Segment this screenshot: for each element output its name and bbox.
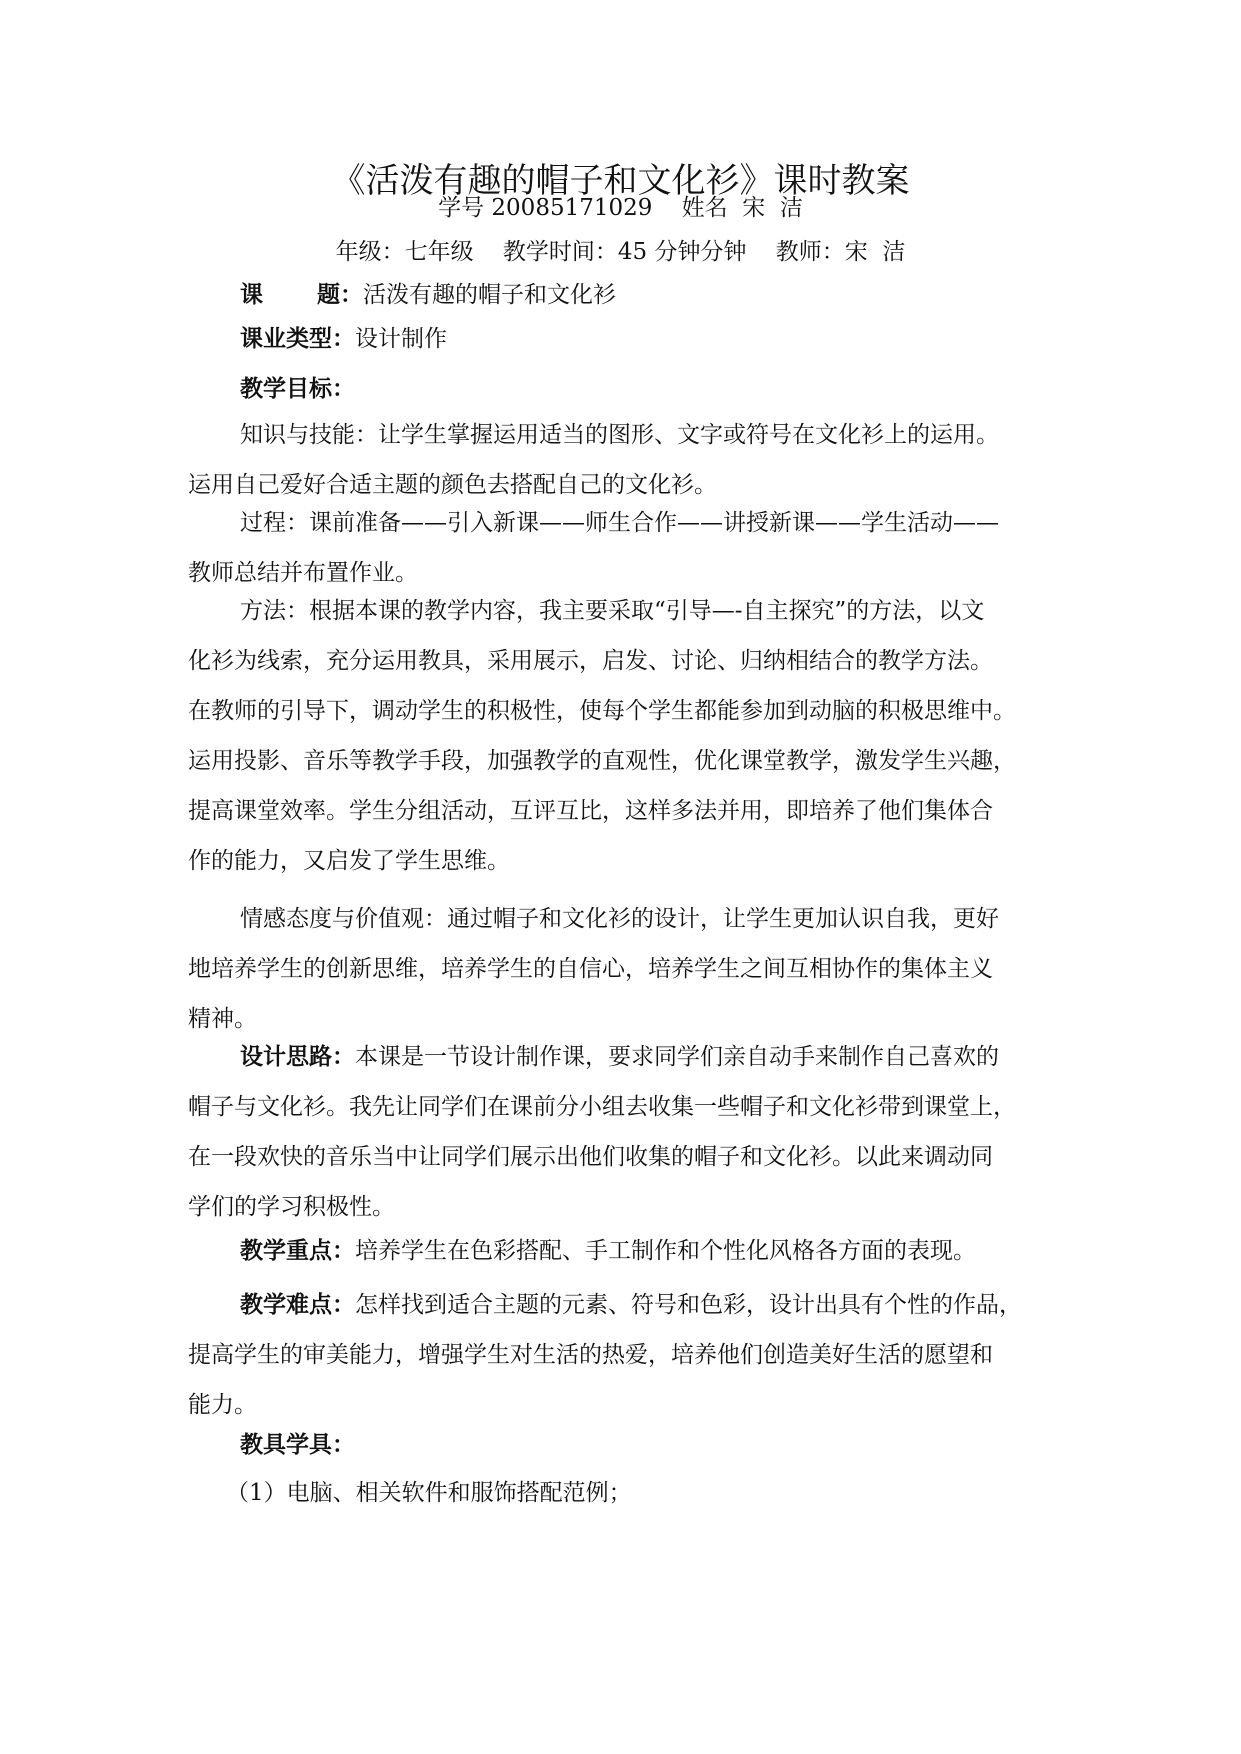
- knowledge-line-1: 知识与技能：让学生掌握运用适当的图形、文字或符号在文化衫上的运用。: [240, 422, 999, 448]
- emotion-line-1: 情感态度与价值观：通过帽子和文化衫的设计，让学生更加认识自我，更好: [240, 906, 999, 932]
- tools-line: [188, 1420, 1068, 1470]
- key-line: [188, 1226, 1068, 1276]
- difficulty-line-1: [188, 1280, 1068, 1330]
- method-line-3: 在教师的引导下，调动学生的积极性，使每个学生都能参加到动脑的积极思维中。: [188, 698, 1016, 724]
- design-line-2: 帽子与文化衫。我先让同学们在课前分小组去收集一些帽子和文化衫带到课堂上，: [188, 1094, 1016, 1120]
- difficulty-line-2: 提高学生的审美能力，增强学生对生活的热爱，培养他们创造美好生活的愿望和: [188, 1342, 993, 1368]
- difficulty-line-1-text: 怎样找到适合主题的元素、符号和色彩，设计出具有个性的作品，: [355, 1292, 1022, 1318]
- process-line-2: 教师总结并布置作业。: [188, 560, 418, 586]
- method-paragraph: [188, 586, 1068, 886]
- method-line-6: 作的能力，又启发了学生思维。: [188, 848, 510, 874]
- process-line-1: 过程：课前准备——引入新课——师生合作——讲授新课——学生活动——: [240, 510, 999, 536]
- lesson-meta-line: 年级：七年级 教学时间：45 分钟分钟 教师：宋 洁: [335, 239, 906, 265]
- type-label: 课业类型：: [240, 326, 355, 352]
- difficulty-line-3: 能力。: [188, 1392, 257, 1418]
- process-paragraph: [188, 498, 1068, 598]
- emotion-paragraph: [188, 894, 1068, 1044]
- key-value: 培养学生在色彩搭配、手工制作和个性化风格各方面的表现。: [355, 1238, 976, 1264]
- topic-line: [188, 270, 1068, 320]
- design-label: 设计思路：: [240, 1044, 355, 1070]
- tools-heading: [188, 1420, 1068, 1470]
- design-line-3: 在一段欢快的音乐当中让同学们展示出他们收集的帽子和文化衫。以此来调动同: [188, 1144, 993, 1170]
- tools-label: 教具学具：: [240, 1432, 355, 1458]
- design-line-1: [188, 1032, 1068, 1082]
- design-line-1-text: 本课是一节设计制作课，要求同学们亲自动手来制作自己喜欢的: [355, 1044, 999, 1070]
- student-info-line: 学号 20085171029 姓名 宋 洁: [438, 195, 803, 221]
- objectives-heading: [188, 364, 1068, 414]
- method-line-5: 提高课堂效率。学生分组活动，互评互比，这样多法并用，即培养了他们集体合: [188, 798, 993, 824]
- topic-value: 活泼有趣的帽子和文化衫: [363, 282, 616, 308]
- method-line-4: 运用投影、音乐等教学手段，加强教学的直观性，优化课堂教学，激发学生兴趣，: [188, 748, 1016, 774]
- objectives-label: 教学目标：: [240, 376, 355, 402]
- topic-label-a: 课: [240, 282, 263, 308]
- design-paragraph: [188, 1032, 1068, 1232]
- key-label: 教学重点：: [240, 1238, 355, 1264]
- design-line-4: 学们的学习积极性。: [188, 1194, 395, 1220]
- knowledge-line-2: 运用自己爱好合适主题的颜色去搭配自己的文化衫。: [188, 472, 717, 498]
- tools-item-1: （1）电脑、相关软件和服饰搭配范例；: [226, 1480, 632, 1506]
- method-line-1: 方法：根据本课的教学内容，我主要采取“引导—-自主探究”的方法，以文: [240, 598, 985, 624]
- method-line-2: 化衫为线索，充分运用教具，采用展示，启发、讨论、归纳相结合的教学方法。: [188, 648, 993, 674]
- knowledge-paragraph: [188, 410, 1068, 510]
- type-value: 设计制作: [355, 326, 447, 352]
- document-title: 《活泼有趣的帽子和文化衫》课时教案: [331, 161, 910, 201]
- emotion-line-3: 精神。: [188, 1006, 257, 1032]
- key-paragraph: [188, 1226, 1068, 1276]
- difficulty-label: 教学难点：: [240, 1292, 355, 1318]
- type-line: [188, 314, 1068, 364]
- topic-label-b: 题：: [317, 282, 363, 308]
- tools-list: [188, 1468, 1068, 1518]
- difficulty-paragraph: [188, 1280, 1068, 1430]
- emotion-line-2: 地培养学生的创新思维，培养学生的自信心，培养学生之间互相协作的集体主义: [188, 956, 993, 982]
